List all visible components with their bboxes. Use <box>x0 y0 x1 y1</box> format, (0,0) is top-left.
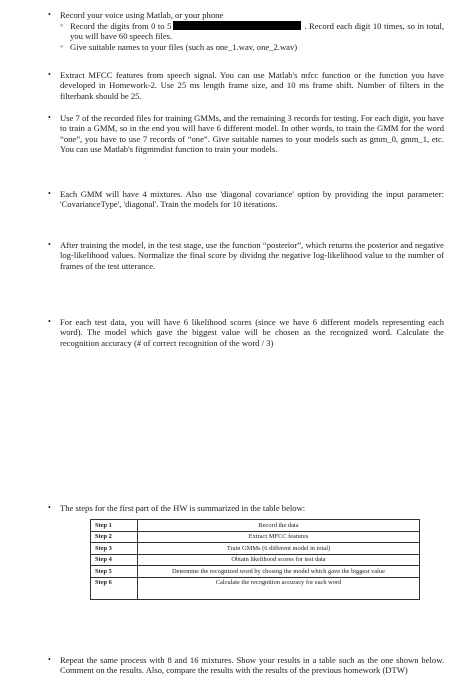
table-row <box>91 531 420 543</box>
table-row <box>91 566 420 578</box>
bullet-text: Each GMM will have 4 mixtures. Also use 'diagonal covariance' option by providing the input parameter: 'CovarianceType', 'diagonal'. Train the models for 10 iterations. <box>60 189 444 210</box>
sub-bullet-record-digits <box>60 21 444 42</box>
bullet-marker: • <box>48 317 51 326</box>
bullet-steps-summary <box>48 503 444 513</box>
bullet-marker: • <box>48 503 51 512</box>
table-row <box>91 520 420 532</box>
step-label: Step 4 <box>91 554 138 566</box>
bullet-marker: • <box>48 113 51 122</box>
step-description: Extract MFCC features <box>138 531 420 543</box>
step-description: Obtain likelihood scores for test data <box>138 554 420 566</box>
sub-bullet-marker: ◦ <box>60 19 64 30</box>
step-label: Step 2 <box>91 531 138 543</box>
bullet-mixtures <box>48 189 444 210</box>
redaction-bar <box>173 21 301 30</box>
table-row <box>91 543 420 555</box>
table-row <box>91 577 420 599</box>
bullet-text: After training the model, in the test stage, use the function “posterior”, which returns the posterior and negative log-likelihood values. Normalize the final score by dividng the negative log-likelihood value to the number of frames of the test utterance. <box>60 240 444 271</box>
bullet-record-voice <box>48 10 444 53</box>
step-label: Step 6 <box>91 577 138 599</box>
bullet-text: Record your voice using Matlab, or your phone <box>60 10 224 20</box>
step-description: Train GMMs (6 different model in total) <box>138 543 420 555</box>
bullet-text: Extract MFCC features from speech signal. You can use Matlab's mfcc function or the function you have developed in Homework-2. Use 25 ms length frame size, and 10 ms frame shift. Number of filters in the filterbank should be 25. <box>60 70 444 101</box>
step-description: Determine the recognized word by chosing the model which gave the biggest value <box>138 566 420 578</box>
bullet-posterior <box>48 240 444 271</box>
bullet-text: Repeat the same process with 8 and 16 mixtures. Show your results in a table such as the one shown below. Comment on the results. Also, compare the results with the results of the previous homework (DTW) <box>60 655 444 676</box>
step-description: Record the data <box>138 520 420 532</box>
bullet-marker: • <box>48 655 51 664</box>
bullet-repeat-process <box>48 655 444 676</box>
bullet-marker: • <box>48 240 51 249</box>
bullet-train-gmm <box>48 113 444 155</box>
sub-bullet-file-names <box>60 42 444 52</box>
sub-bullet-text: Give suitable names to your files (such as one_1.wav, one_2.wav) <box>70 42 298 53</box>
bullet-marker: • <box>48 189 51 198</box>
step-label: Step 3 <box>91 543 138 555</box>
steps-table <box>90 519 420 600</box>
step-description: Calculate the recognition accuracy for each word <box>138 577 420 599</box>
sub-bullet-marker: ◦ <box>60 41 64 52</box>
step-label: Step 1 <box>91 520 138 532</box>
bullet-marker: • <box>48 10 51 19</box>
bullet-text: The steps for the first part of the HW is summarized in the table below: <box>60 503 306 513</box>
bullet-marker: • <box>48 70 51 79</box>
sub-bullet-text-post: . Record each digit 10 times, so in total, you will have 60 speech files. <box>70 20 444 42</box>
bullet-likelihood-scores <box>48 317 444 348</box>
sub-bullet-text-pre: Record the digits from 0 to 5 <box>70 20 172 31</box>
bullet-extract-mfcc <box>48 70 444 101</box>
bullet-text: Use 7 of the recorded files for training GMMs, and the remaining 3 records for testing. For each digit, you have to train a GMM, so in the end you will have 6 different model. In other words, to train the GMM for the word “one”, you have to use 7 records of “one”. Give suitable names to your models such as gmm_0, gmm_1, etc. You can use Matlab's fitgmmdist function to train your models. <box>60 113 444 155</box>
bullet-text: For each test data, you will have 6 likelihood scores (since we have 6 different models representing each word). The model which gave the biggest value will be chosen as the recognized word. Calculate the recognition accuracy (# of correct recognition of the word / 3) <box>60 317 444 348</box>
step-label: Step 5 <box>91 566 138 578</box>
table-row <box>91 554 420 566</box>
